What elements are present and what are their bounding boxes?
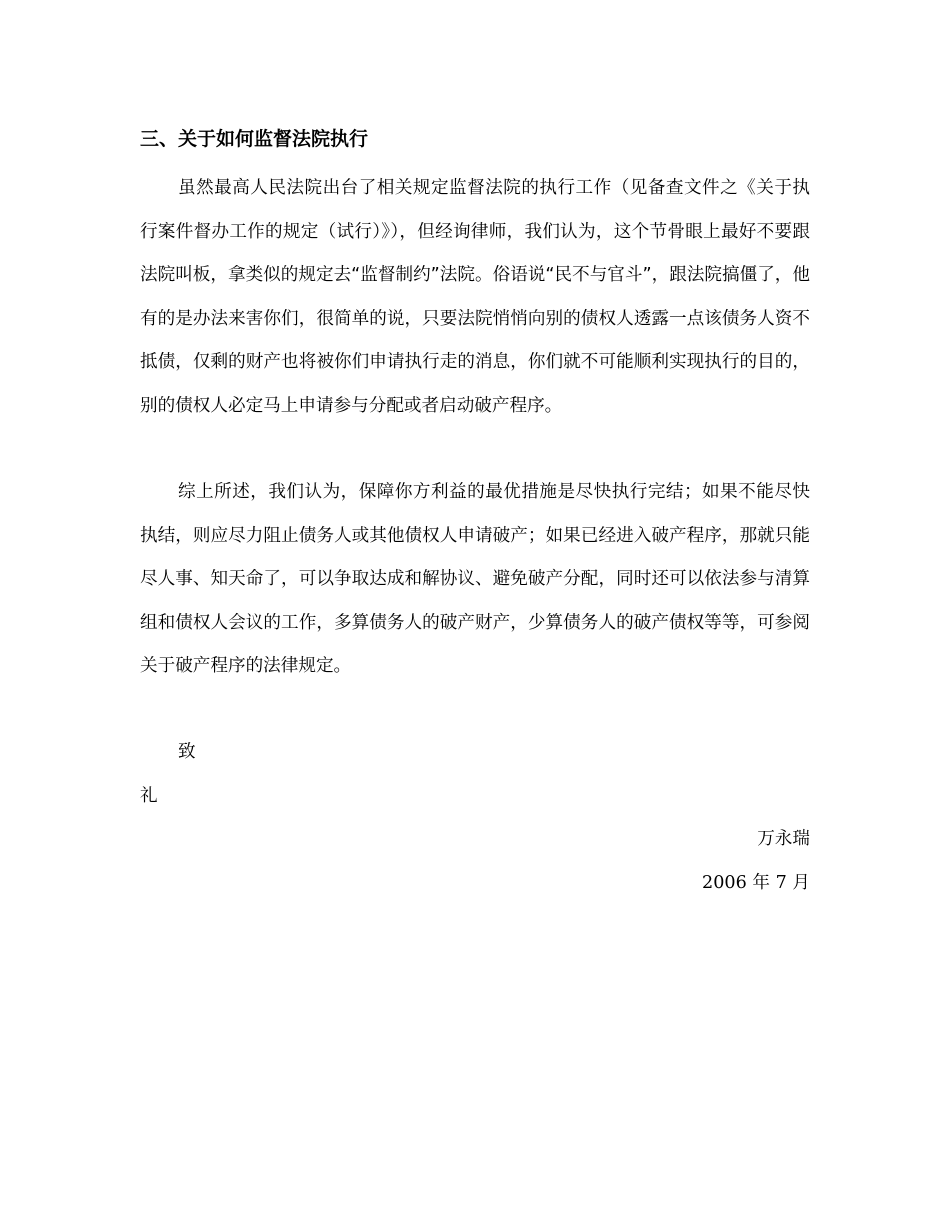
date-month: 7: [775, 873, 787, 893]
date-year: 2006: [702, 873, 747, 893]
date-month-unit: 月: [792, 873, 810, 893]
closing-salutation-line-2: 礼: [140, 786, 158, 806]
closing-salutation-line-1: 致: [178, 742, 196, 762]
signature: 万永瑞: [757, 829, 810, 849]
date: [702, 862, 810, 906]
date-year-unit: 年: [752, 873, 770, 893]
body-paragraph: 虽然最高人民法院出台了相关规定监督法院的执行工作（见备查文件之《关于执行案件督办工作的规定（试行）》），但经询律师，我们认为，这个节骨眼上最好不要跟法院叫板，拿类似的规定去“监督制约”法院。俗语说“民不与官斗”，跟法院搞僵了，他有的是办法来害你们，很简单的说，只要法院悄悄向别的债权人透露一点该债务人资不抵债，仅剩的财产也将被你们申请执行走的消息，你们就不可能顺利实现执行的目的，别的债权人必定马上申请参与分配或者启动破产程序。: [140, 178, 810, 416]
body-paragraph: 综上所述，我们认为，保障你方利益的最优措施是尽快执行完结；如果不能尽快执结，则应尽力阻止债务人或其他债权人申请破产；如果已经进入破产程序，那就只能尽人事、知天命了，可以争取达成和解协议、避免破产分配，同时还可以依法参与清算组和债权人会议的工作，多算债务人的破产财产，少算债务人的破产债权等等，可参阅关于破产程序的法律规定。: [140, 482, 810, 676]
section-heading: 三、关于如何监督法院执行: [140, 128, 369, 150]
